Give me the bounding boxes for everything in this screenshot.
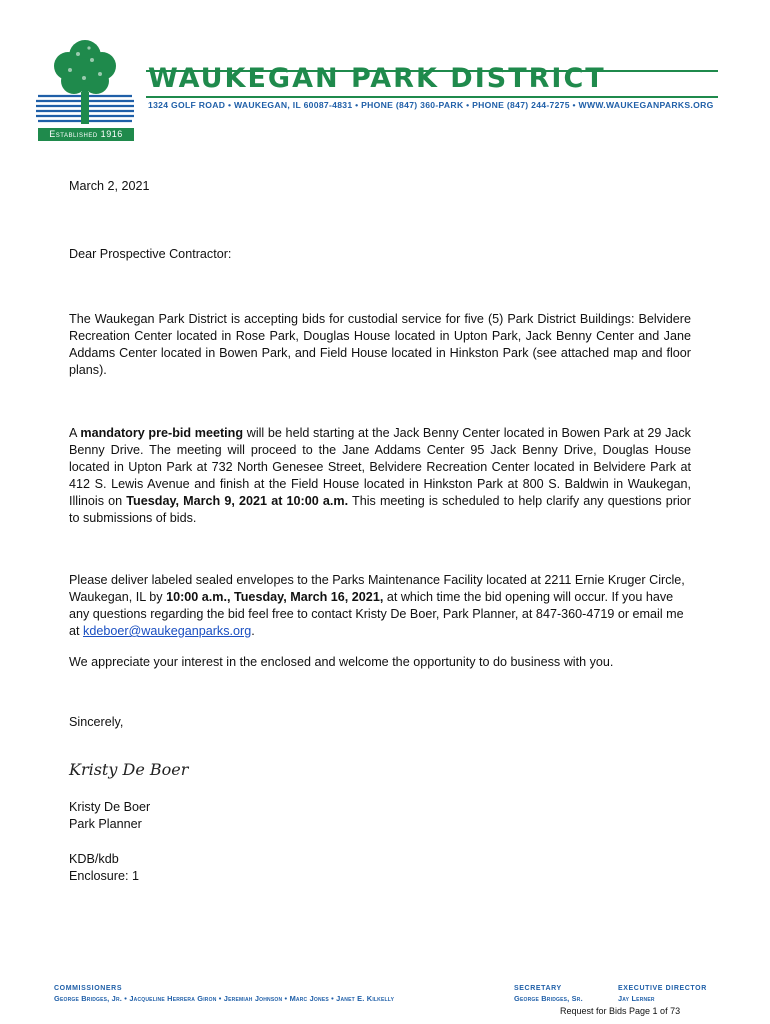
- salutation: Dear Prospective Contractor:: [69, 247, 232, 261]
- signer-name: Kristy De Boer: [69, 800, 151, 814]
- paragraph-prebid-meeting: [69, 425, 691, 527]
- reference-block: [69, 851, 691, 885]
- bold-mandatory-meeting: mandatory pre-bid meeting: [80, 426, 244, 440]
- text-segment: A: [69, 426, 81, 440]
- bold-meeting-date: Tuesday, March 9, 2021 at 10:00 a.m.: [126, 494, 349, 508]
- text-segment: Please deliver labeled sealed envelopes to the Parks Maintenance Facility located at 2211 Ernie Kruger Circle, Waukegan, IL by: [69, 573, 685, 604]
- text-segment: at which time the bid opening will occur. If you have any questions regarding the bid feel free to contact Kristy De Boer, Park Planner, at 847-360-4719 or email me at: [69, 590, 684, 638]
- established-badge: Established 1916: [38, 128, 134, 141]
- paragraph-appreciation: We appreciate your interest in the enclosed and welcome the opportunity to do business with you.: [69, 655, 614, 669]
- text-segment: will be held starting at the Jack Benny Center located in Bowen Park at 29 Jack Benny Drive. The meeting will proceed to the Jane Addams Center 95 Jack Benny Drive, Douglas House located in Upton Park at 732 North Genesee Street, Belvidere Recreation Center located in Belvidere Park at 412 S. Lewis Avenue and finish at the Field House located in Hinkston Park at 800 S. Baldwin in Waukegan, Illinois on: [69, 426, 691, 508]
- signer-title: Park Planner: [69, 817, 142, 831]
- handwritten-signature: Kristy De Boer: [69, 760, 189, 779]
- bold-bid-deadline: 10:00 a.m., Tuesday, March 16, 2021,: [166, 590, 384, 604]
- closing: Sincerely,: [69, 715, 124, 729]
- secretary-label: SECRETARY: [514, 985, 562, 992]
- paragraph-bid-intro: The Waukegan Park District is accepting bids for custodial service for five (5) Park District Buildings: Belvidere Recreation Center located in Rose Park, Douglas House located in Upton Park, Jack Benny Center and Jane Addams Center located in Bowen Park, and Field House located in Hinkston Park (see attached map and floor plans).: [69, 312, 691, 377]
- director-name: Jay Lerner: [618, 994, 655, 1003]
- org-name: WAUKEGAN PARK DISTRICT: [148, 63, 606, 94]
- letter-date: March 2, 2021: [69, 179, 150, 193]
- park-district-tree-logo: [34, 34, 136, 142]
- org-address: 1324 GOLF ROAD • WAUKEGAN, IL 60087-4831 • PHONE (847) 360-PARK • PHONE (847) 244-7275 • WWW.WAUKEGANPARKS.ORG: [148, 100, 714, 110]
- signer-block: [69, 799, 691, 833]
- secretary-name: George Bridges, Sr.: [514, 994, 583, 1003]
- commissioners-label: COMMISSIONERS: [54, 985, 123, 992]
- text-segment: .: [251, 624, 255, 638]
- text-segment: This meeting is scheduled to help clarify any questions prior to submissions of bids.: [69, 494, 691, 525]
- header-rule-bottom: [146, 96, 718, 98]
- commissioners-names: George Bridges, Jr. • Jacqueline Herrera Giron • Jeremiah Johnson • Marc Jones • Janet E. Kilkelly: [54, 994, 395, 1003]
- paragraph-bid-delivery: [69, 572, 691, 640]
- email-link[interactable]: kdeboer@waukeganparks.org: [83, 624, 252, 638]
- typist-initials: KDB/kdb: [69, 852, 119, 866]
- page-number: Request for Bids Page 1 of 73: [560, 1006, 681, 1016]
- enclosure-note: Enclosure: 1: [69, 869, 140, 883]
- director-label: EXECUTIVE DIRECTOR: [618, 985, 707, 992]
